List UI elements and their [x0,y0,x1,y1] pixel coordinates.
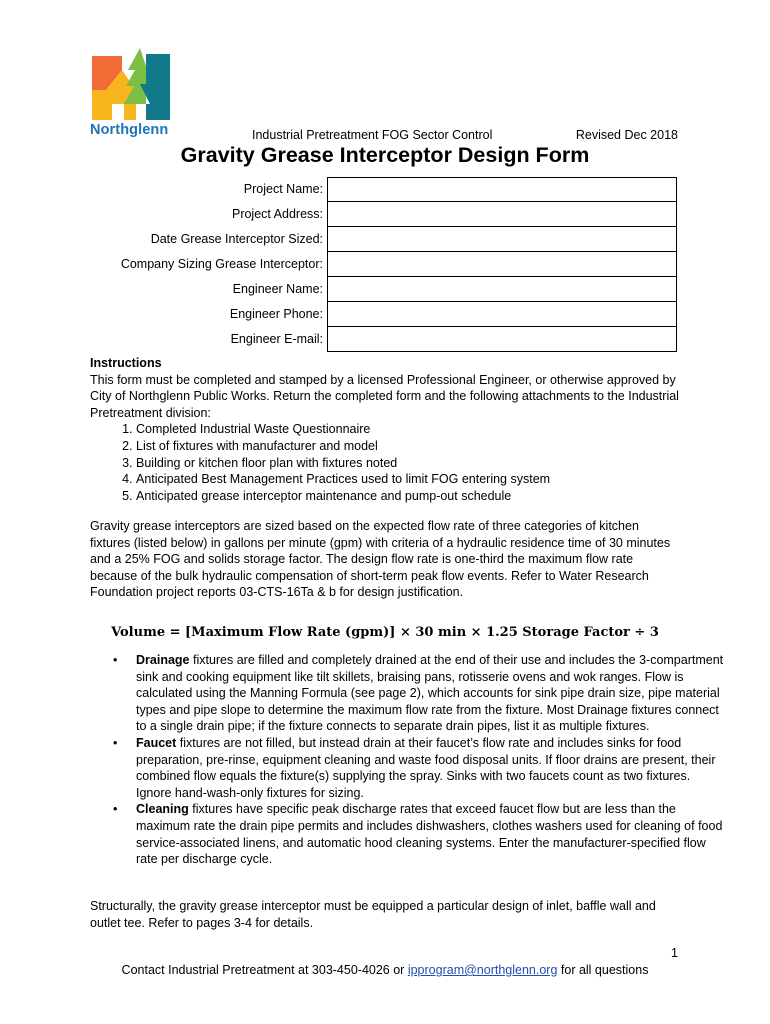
header-revision: Revised Dec 2018 [575,128,678,142]
date-sized-field[interactable] [327,227,677,252]
project-name-label: Project Name: [243,182,323,196]
fixture-categories-list [90,652,726,868]
list-item: 5. Anticipated grease interceptor maintenance and pump-out schedule [136,488,680,505]
structural-paragraph: Structurally, the gravity grease interceptor must be equipped a particular design of inlet, baffle wall and outlet tee. Refer to pages 3-4 for details. [90,899,656,930]
project-address-field[interactable] [327,202,677,227]
instructions-section [90,355,680,504]
footer-contact [0,963,770,977]
cleaning-term: Cleaning [136,802,189,817]
faucet-text: fixtures are not filled, but instead drain at their faucet’s flow rate and includes sinks for food preparation, pre-rinse, equipment cleaning and waste food disposal units. If floor drains are present, their combined flow equals the fixture(s) supplying the spray. Sinks with two faucets count as two fixtures. Ignore hand-wash-only fixtures for sizing. [136,735,716,800]
form-row-engineer-email [60,327,680,352]
header-program: Industrial Pretreatment FOG Sector Control [252,128,493,142]
form-row-company [60,252,680,277]
drainage-text: fixtures are filled and completely drained at the end of their use and includes the 3-compartment sink and cooking equipment like tilt skillets, braising pans, rotisserie ovens and wok ranges. Flow is calculated using the Manning Formula (see page 2), which accounts for sink pipe drain size, pipe material types and pipe slope to determine the maximum flow rate from the fixture. Most Drainage fixtures connect to a single drain pipe; if the fixture connects to separate drain pipes, list it as multiple fixtures. [136,653,724,734]
list-item: 4. Anticipated Best Management Practices used to limit FOG entering system [136,471,680,488]
volume-formula: Volume = [Maximum Flow Rate (gpm)] × 30 min × 1.25 Storage Factor ÷ 3 [111,625,659,640]
list-item-drainage [136,652,726,735]
sizing-paragraph: Gravity grease interceptors are sized based on the expected flow rate of three categories of kitchen fixtures (listed below) in gallons per minute (gpm) with criteria of a hydraulic residence time of 30 minutes and a 25% FOG and solids storage factor. The design flow rate is one-third the maximum flow rate because of the bulk hydraulic compensation of short-term peak flow events. Refer to Water Research Foundation project reports 03-CTS-16Ta & b for design justification. [90,519,671,600]
company-field[interactable] [327,252,677,277]
engineer-name-field[interactable] [327,277,677,302]
list-item-cleaning [136,801,726,867]
date-sized-label: Date Grease Interceptor Sized: [150,232,323,246]
form-row-engineer-phone [60,302,680,327]
company-label: Company Sizing Grease Interceptor: [120,257,323,271]
instructions-intro: This form must be completed and stamped by a licensed Professional Engineer, or otherwise approved by City of Northglenn Public Works. Return the completed form and the following attachments to the Industrial Pretreatment division: [90,372,679,420]
footer-text-after: for all questions [557,963,649,977]
list-item-faucet [136,735,726,801]
logo-wordmark: Northglenn [90,122,169,138]
email-link[interactable]: ipprogram@northglenn.org [407,963,558,977]
project-address-label: Project Address: [231,207,323,221]
cleaning-text: fixtures have specific peak discharge rates that exceed faucet flow but are less than the maximum rate the drain pipe permits and includes dishwashers, clothes washers used for cleaning of food service-associated linens, and automatic hood cleaning systems. Enter the manufacturer-specified flow rate per discharge cycle. [136,802,723,867]
form-row-date-sized [60,227,680,252]
engineer-email-label: Engineer E-mail: [230,332,323,346]
engineer-phone-field[interactable] [327,302,677,327]
list-item: 3. Building or kitchen floor plan with fixtures noted [136,455,680,472]
instructions-heading: Instructions [90,356,162,370]
project-name-field[interactable] [327,177,677,202]
form-row-project-name [60,177,680,202]
list-item: 1. Completed Industrial Waste Questionnaire [136,421,680,438]
page-title: Gravity Grease Interceptor Design Form [180,143,590,167]
engineer-phone-label: Engineer Phone: [229,307,323,321]
form-row-project-address [60,202,680,227]
engineer-email-field[interactable] [327,327,677,352]
attachments-list [90,421,680,504]
faucet-term: Faucet [136,735,177,750]
engineer-name-label: Engineer Name: [232,282,323,296]
footer-text-before: Contact Industrial Pretreatment at 303-450-4026 or [121,963,408,977]
form-row-engineer-name [60,277,680,302]
list-item: 2. List of fixtures with manufacturer and model [136,438,680,455]
page-number: 1 [671,946,678,960]
drainage-term: Drainage [136,653,190,667]
